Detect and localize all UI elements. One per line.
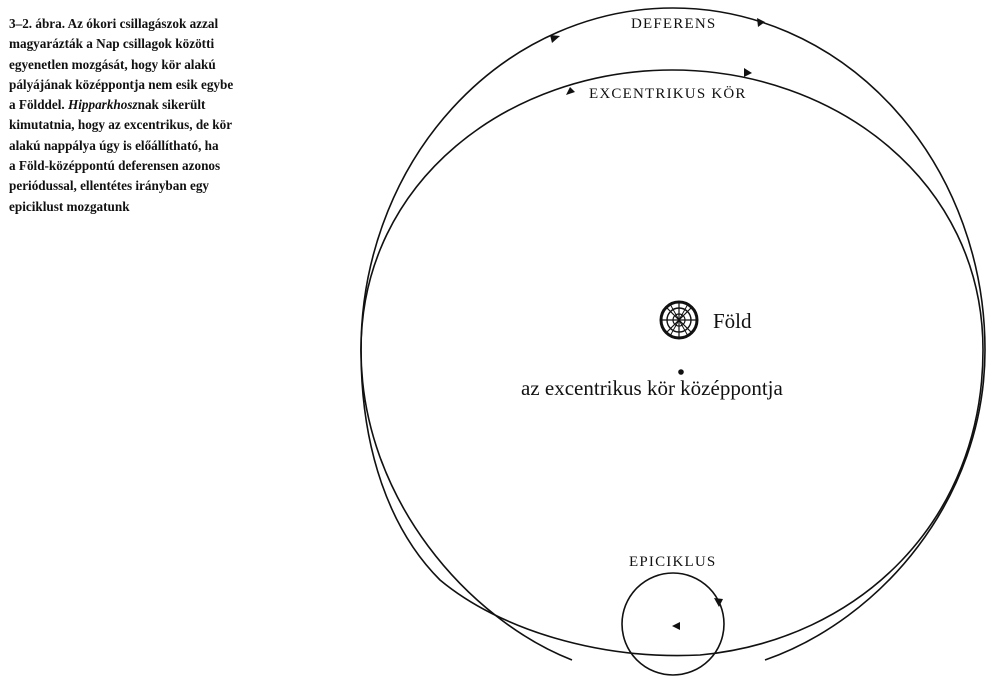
excentric-arrow: [566, 87, 575, 95]
caption-text: egyenetlen mozgását, hogy kör alakú: [9, 56, 216, 72]
excentric-circle-label: EXCENTRIKUS KÖR: [589, 86, 747, 102]
deferens-arrow: [757, 18, 765, 27]
caption-text: nak sikerült: [137, 97, 206, 113]
excentric-arrow: [744, 68, 752, 77]
caption-text: kimutatnia, hogy az excentrikus, de kör: [9, 117, 233, 133]
caption-text: 3–2. ábra. Az ókori csillagászok azzal: [9, 16, 219, 31]
caption-text: pályájának középpontja nem esik egybe: [9, 76, 234, 92]
caption-text: periódussal, ellentétes irányban egy: [9, 178, 210, 194]
epicycle-arrow: [672, 622, 680, 630]
caption-text: epiciklust mozgatunk: [9, 198, 130, 214]
caption-text: a Föld-középpontú deferensen azonos: [9, 158, 221, 174]
epicycle-arrow: [714, 598, 723, 607]
deferens-arrow: [550, 35, 560, 43]
earth-label: Föld: [713, 309, 752, 333]
epicycle-circle: [622, 573, 724, 675]
caption-text: magyarázták a Nap csillagok közötti: [9, 36, 215, 52]
earth-icon: [661, 302, 697, 338]
excentric-center-label: az excentrikus kör középpontja: [521, 376, 783, 400]
caption-text: alakú nappálya úgy is előállítható, ha: [9, 137, 219, 153]
caption-text: a Földdel.: [9, 97, 68, 113]
epicycle-label: EPICIKLUS: [629, 554, 717, 570]
excentric-center-point: [678, 369, 684, 375]
deferens-label: DEFERENS: [631, 16, 717, 32]
caption-italic-name: Hipparkhosz: [67, 97, 138, 113]
